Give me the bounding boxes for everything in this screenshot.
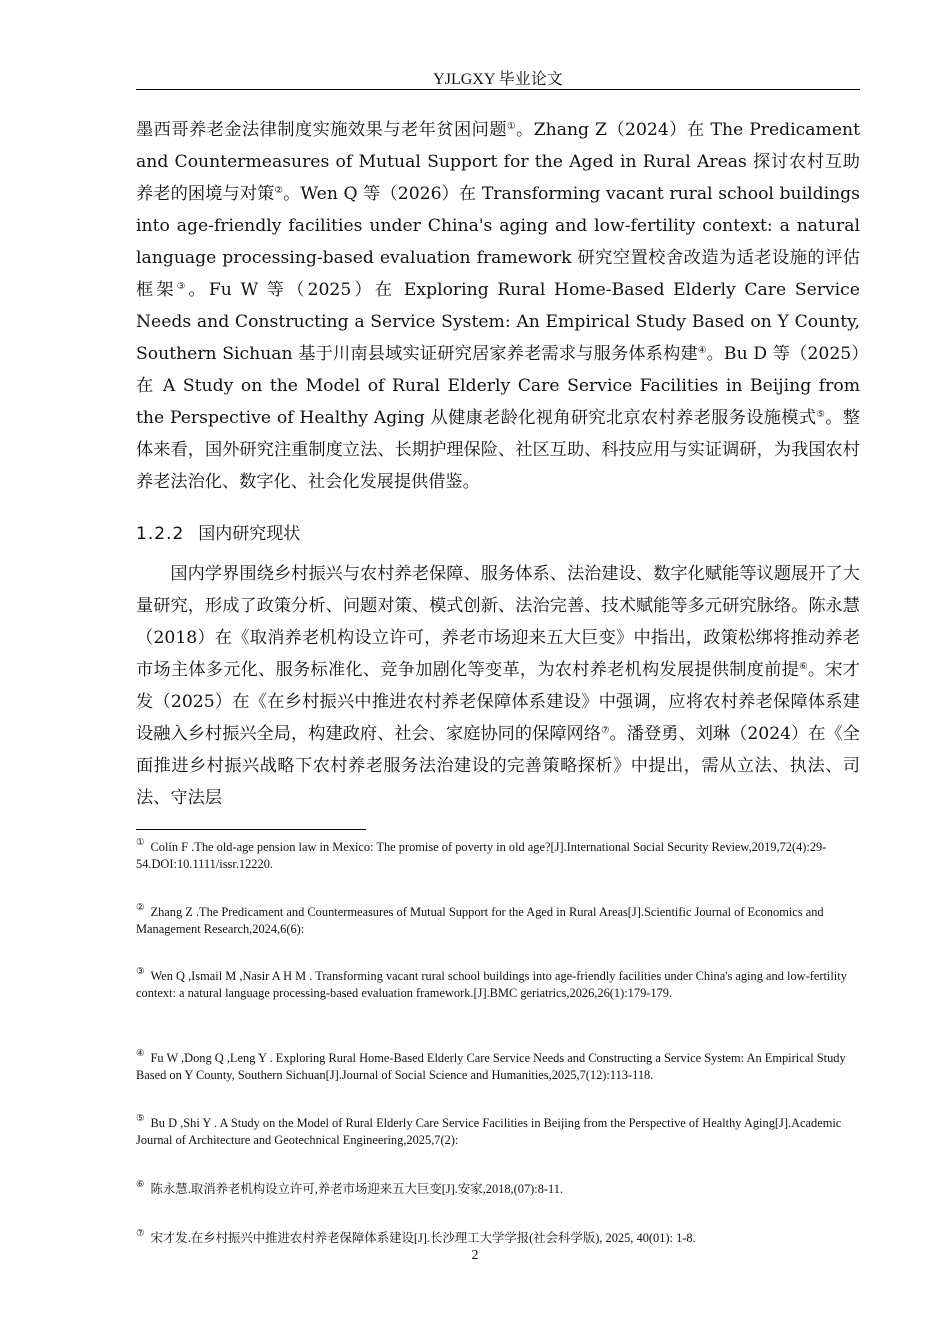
footnote-mark: ⑥ bbox=[136, 1180, 145, 1190]
footnote-text: Zhang Z .The Predicament and Countermeasures of Mutual Support for the Aged in Rural Areas[J].Scientific Journal of Economics and Management Research,2024,6(6): bbox=[136, 905, 824, 936]
paragraph-domestic-research bbox=[136, 558, 860, 814]
section-title: 国内研究现状 bbox=[198, 524, 301, 544]
footnote-mark: ① bbox=[136, 838, 145, 848]
footnote-ref: ① bbox=[507, 121, 517, 132]
footnote-text: 陈永慧.取消养老机构设立许可,养老市场迎来五大巨变[J].安家,2018,(07):8-11. bbox=[150, 1182, 564, 1196]
text-run: 墨西哥养老金法律制度实施效果与老年贫困问题 bbox=[136, 120, 508, 140]
footnote-4 bbox=[136, 1050, 860, 1084]
footnote-mark: ⑤ bbox=[136, 1114, 145, 1124]
text-run: 。Bu D 等（2025）在 A Study on the Model of Rural Elderly Care Service Facilities in Beijing from the Perspective of Healthy Aging 从健康老龄化视角研究北京农村养老服务设施模式 bbox=[136, 344, 860, 428]
text-run: 。Zhang Z（2024）在 The Predicament and Countermeasures of Mutual Support for the Aged in Rural Areas 探讨农村互助养老的困境与对策 bbox=[136, 120, 860, 204]
section-number: 1.2.2 bbox=[136, 524, 185, 544]
footnote-mark: ③ bbox=[136, 967, 145, 977]
footnote-ref: ③ bbox=[176, 281, 189, 292]
page-number: 2 bbox=[471, 1248, 479, 1263]
paragraph-foreign-research bbox=[136, 114, 860, 498]
text-run: 。Wen Q 等（2026）在 Transforming vacant rural school buildings into age-friendly facilities under China's aging and low-fertility context: a natural language processing-based evaluation framework 研究空置校舍改造为适老设施的评估框架 bbox=[136, 184, 860, 300]
footnote-mark: ② bbox=[136, 903, 145, 913]
footnote-mark: ⑦ bbox=[136, 1229, 145, 1239]
footnote-3 bbox=[136, 968, 860, 1002]
text-run: 。整体来看，国外研究注重制度立法、长期护理保险、社区互助、科技应用与实证调研，为我国农村养老法治化、数字化、社会化发展提供借鉴。 bbox=[136, 408, 860, 492]
footnote-ref: ⑤ bbox=[816, 409, 826, 420]
footnote-ref: ② bbox=[274, 185, 284, 196]
footnote-6 bbox=[136, 1181, 860, 1198]
section-heading bbox=[136, 519, 300, 544]
footnote-1 bbox=[136, 839, 860, 873]
text-run: 。宋才发（2025）在《在乡村振兴中推进农村养老保障体系建设》中强调，应将农村养老保障体系建设融入乡村振兴全局，构建政府、社会、家庭协同的保障网络 bbox=[136, 660, 860, 744]
page-header: YJLGXY 毕业论文 bbox=[433, 71, 563, 88]
footnote-text: Fu W ,Dong Q ,Leng Y . Exploring Rural Home-Based Elderly Care Service Needs and Constructing a Service System: An Empirical Study Based on Y County, Southern Sichuan[J].Journal of Social Science and Humanities,2025,7(12):113-118. bbox=[136, 1051, 846, 1082]
footnote-2 bbox=[136, 904, 860, 938]
footnote-ref: ④ bbox=[697, 345, 707, 356]
footnote-ref: ⑦ bbox=[601, 725, 610, 736]
footnote-ref: ⑥ bbox=[799, 661, 808, 672]
footnote-text: Colín F .The old-age pension law in Mexico: The promise of poverty in old age?[J].International Social Security Review,2019,72(4):29-54.DOI:10.1111/issr.12220. bbox=[136, 840, 827, 871]
footnote-text: 宋才发.在乡村振兴中推进农村养老保障体系建设[J].长沙理工大学学报(社会科学版), 2025, 40(01): 1-8. bbox=[150, 1231, 696, 1245]
footnote-text: Bu D ,Shi Y . A Study on the Model of Rural Elderly Care Service Facilities in Beijing from the Perspective of Healthy Aging[J].Academic Journal of Architecture and Geotechnical Engineering,2025,7(2): bbox=[136, 1116, 842, 1147]
footnote-separator bbox=[136, 829, 366, 830]
footnote-5 bbox=[136, 1115, 860, 1149]
footnote-text: Wen Q ,Ismail M ,Nasir A H M . Transforming vacant rural school buildings into age-friendly facilities under China's aging and low-fertility context: a natural language processing-based evaluation framework.[J].BMC geriatrics,2026,26(1):179-179. bbox=[136, 969, 847, 1000]
text-run: 国内学界围绕乡村振兴与农村养老保障、服务体系、法治建设、数字化赋能等议题展开了大量研究，形成了政策分析、问题对策、模式创新、法治完善、技术赋能等多元研究脉络。陈永慧（2018）在《取消养老机构设立许可，养老市场迎来五大巨变》中指出，政策松绑将推动养老市场主体多元化、服务标准化、竞争加剧化等变革，为农村养老机构发展提供制度前提 bbox=[136, 564, 860, 680]
header-rule bbox=[136, 89, 860, 90]
footnote-mark: ④ bbox=[136, 1049, 145, 1059]
text-run: 。潘登勇、刘琳（2024）在《全面推进乡村振兴战略下农村养老服务法治建设的完善策略探析》中提出，需从立法、执法、司法、守法层 bbox=[136, 724, 860, 808]
text-run: 。Fu W 等（2025）在 Exploring Rural Home-Based Elderly Care Service Needs and Constructing a Service System: An Empirical Study Based on Y County, Southern Sichuan 基于川南县域实证研究居家养老需求与服务体系构建 bbox=[136, 280, 860, 364]
footnote-7 bbox=[136, 1230, 860, 1247]
